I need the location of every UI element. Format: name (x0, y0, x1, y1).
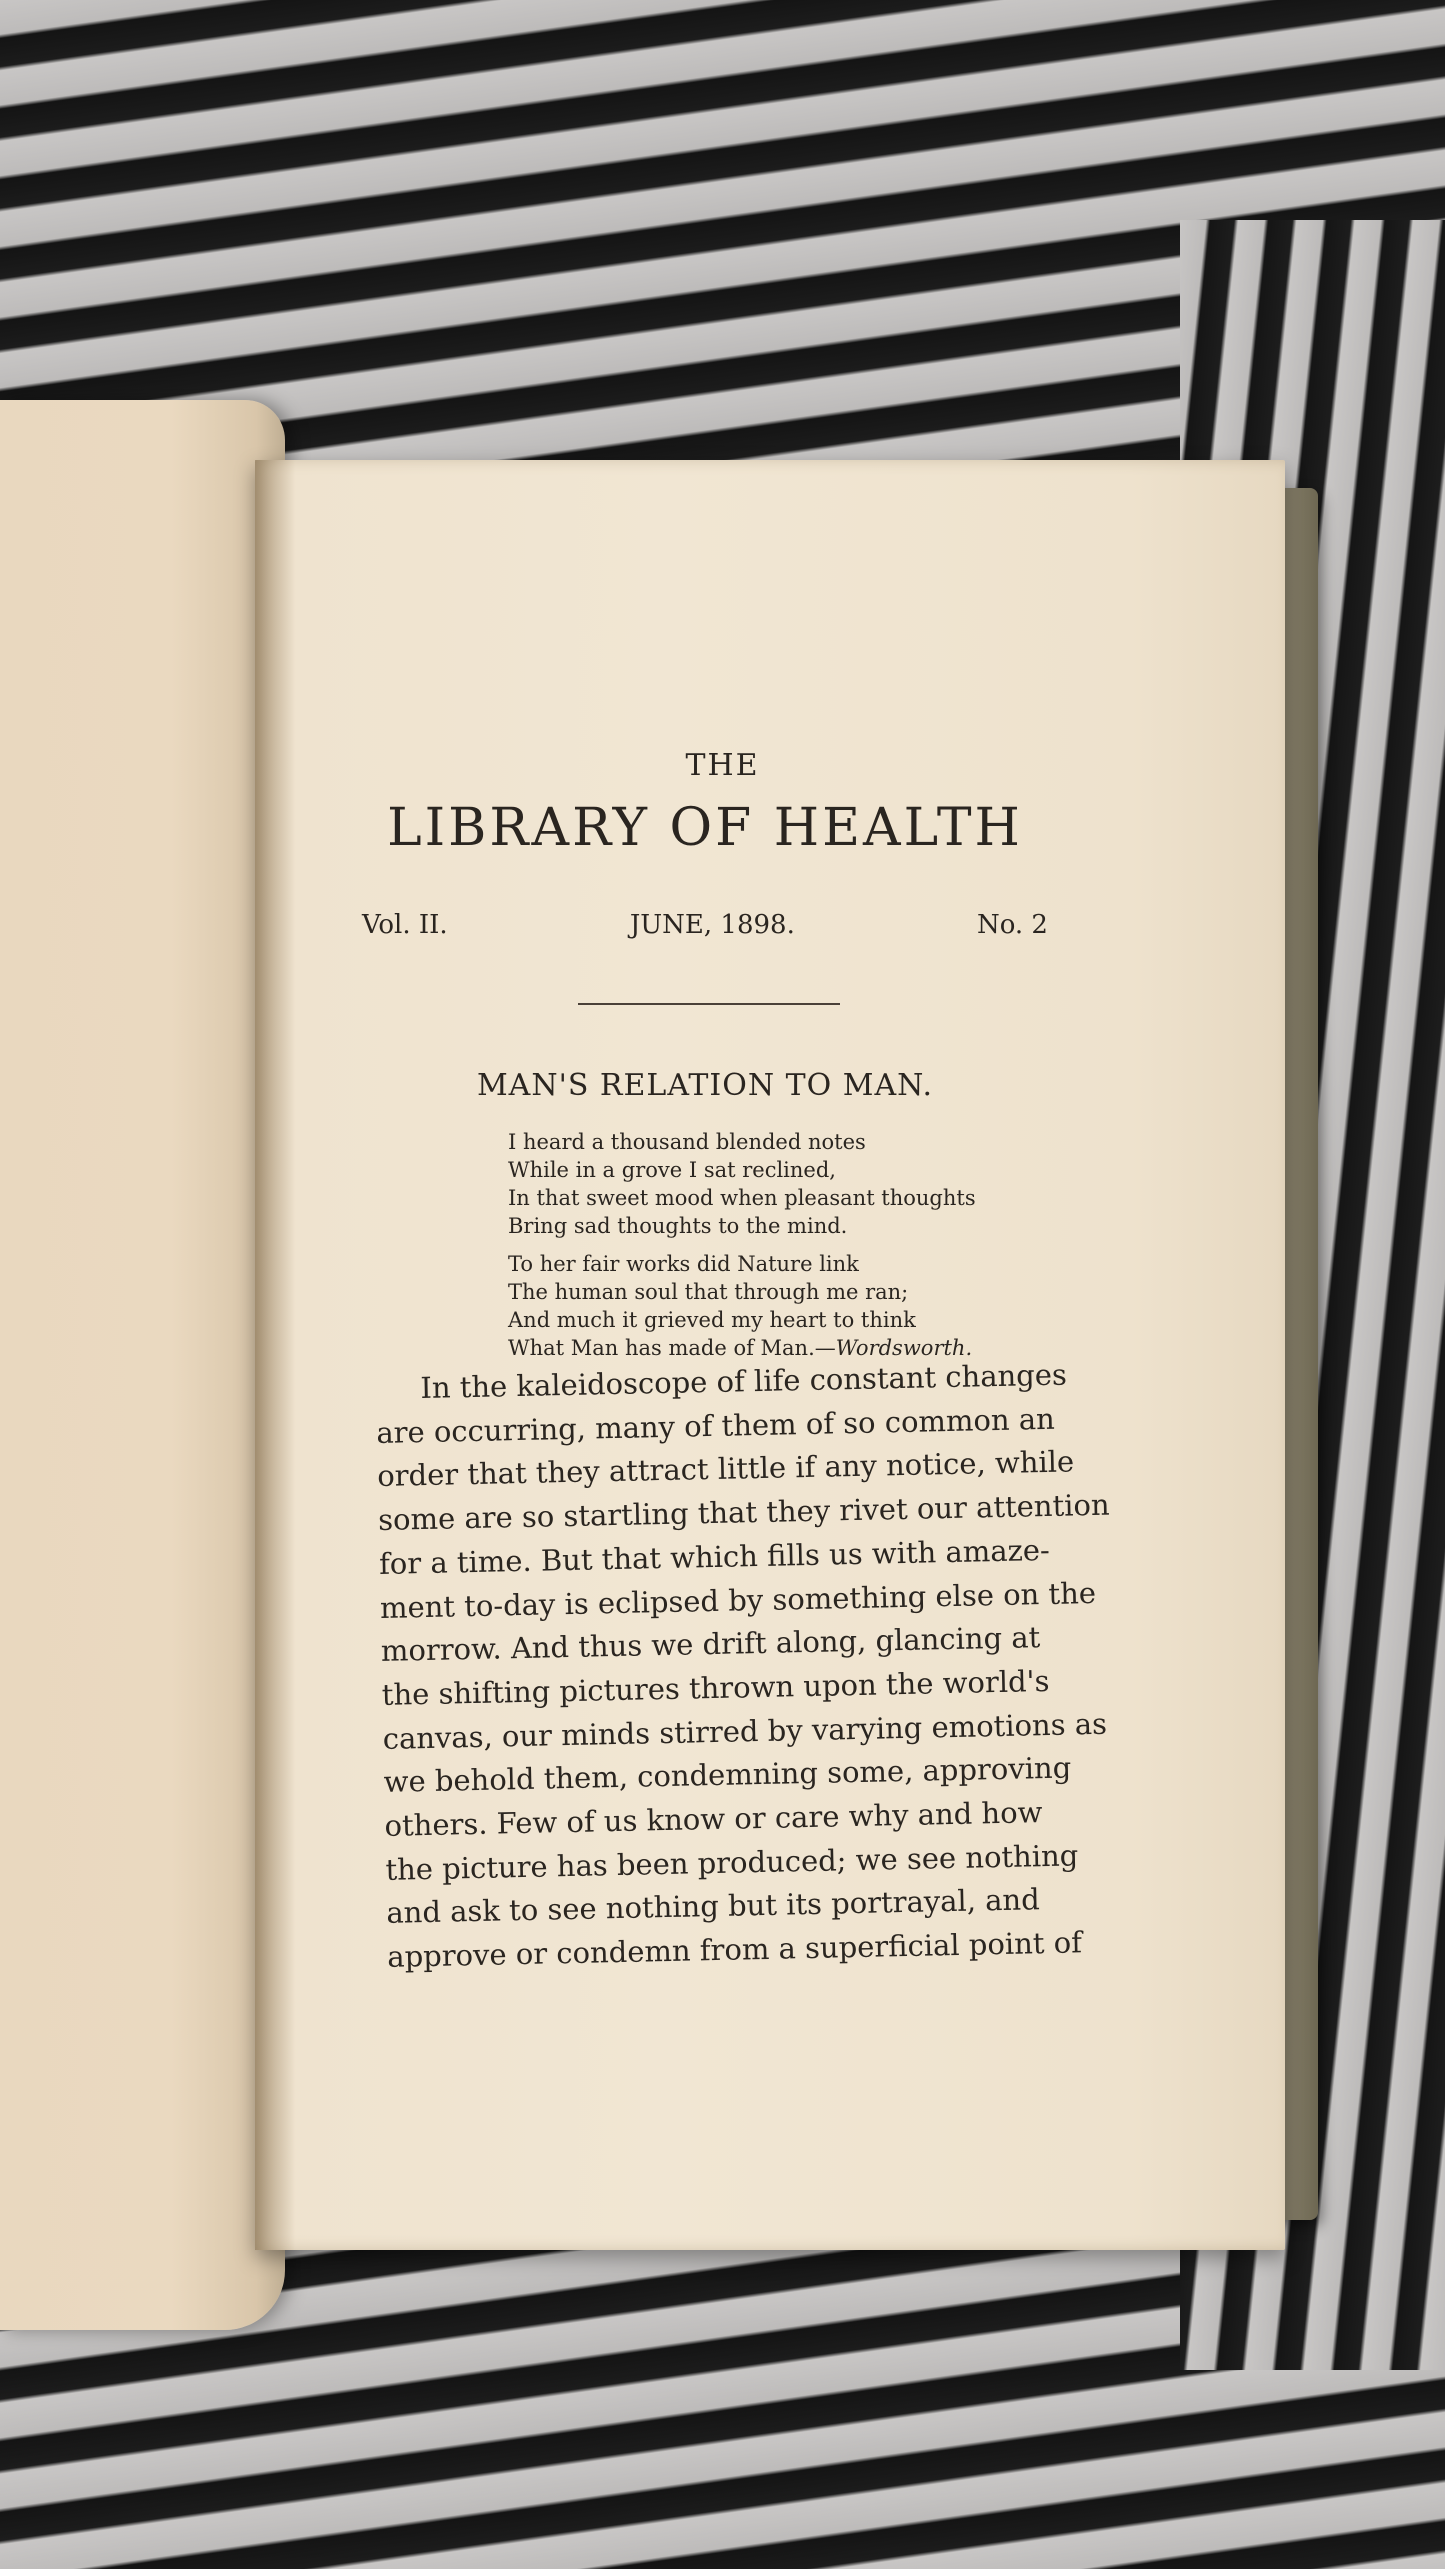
poem-line: And much it grieved my heart to think (508, 1308, 916, 1332)
issue-date: JUNE, 1898. (629, 910, 795, 940)
poem-stanza-2 (508, 1250, 972, 1362)
body-line: some are so startling that they rivet our attention (377, 1487, 1110, 1538)
body-line: are occurring, many of them of so common an (375, 1401, 1056, 1450)
body-line: the shifting pictures thrown upon the world's (381, 1663, 1050, 1712)
body-line: approve or condemn from a superficial point of (386, 1925, 1083, 1975)
poem-line: While in a grove I sat reclined, (508, 1158, 836, 1182)
poem-line: Bring sad thoughts to the mind. (508, 1214, 848, 1238)
volume-label: Vol. II. (362, 910, 448, 940)
left-page (0, 400, 285, 2330)
body-line: morrow. And thus we drift along, glancing at (380, 1620, 1041, 1669)
body-line: for a time. But that which fills us with amaze- (378, 1532, 1051, 1581)
poem-line: I heard a thousand blended notes (508, 1130, 866, 1154)
poem-attribution: Wordsworth. (835, 1336, 973, 1360)
body-line: In the kaleidoscope of life constant changes (420, 1357, 1068, 1406)
poem-line-text: What Man has made of Man.— (508, 1336, 836, 1360)
article-body (375, 1353, 1110, 1979)
divider-rule (578, 1003, 840, 1005)
body-line: others. Few of us know or care why and how (384, 1795, 1043, 1843)
book-gutter (255, 460, 295, 2250)
article-heading: MAN'S RELATION TO MAN. (476, 1068, 934, 1103)
poem-line: The human soul that through me ran; (508, 1280, 909, 1304)
title-kicker: THE (685, 748, 760, 783)
body-line: order that they attract little if any notice, while (376, 1444, 1075, 1494)
page-title: LIBRARY OF HEALTH (387, 798, 1023, 858)
body-line: and ask to see nothing but its portrayal, and (386, 1882, 1041, 1931)
body-line: canvas, our minds stirred by varying emotions as (382, 1706, 1108, 1756)
body-line: we behold them, condemning some, approving (383, 1750, 1072, 1800)
poem-stanza-1 (508, 1128, 976, 1240)
body-line: ment to-day is eclipsed by something else on the (379, 1575, 1097, 1625)
poem-line: To her fair works did Nature link (508, 1252, 859, 1276)
volume-line (362, 910, 1048, 940)
body-line: the picture has been produced; we see nothing (385, 1838, 1079, 1887)
poem-line: In that sweet mood when pleasant thoughts (508, 1186, 976, 1210)
issue-number: No. 2 (976, 910, 1048, 940)
